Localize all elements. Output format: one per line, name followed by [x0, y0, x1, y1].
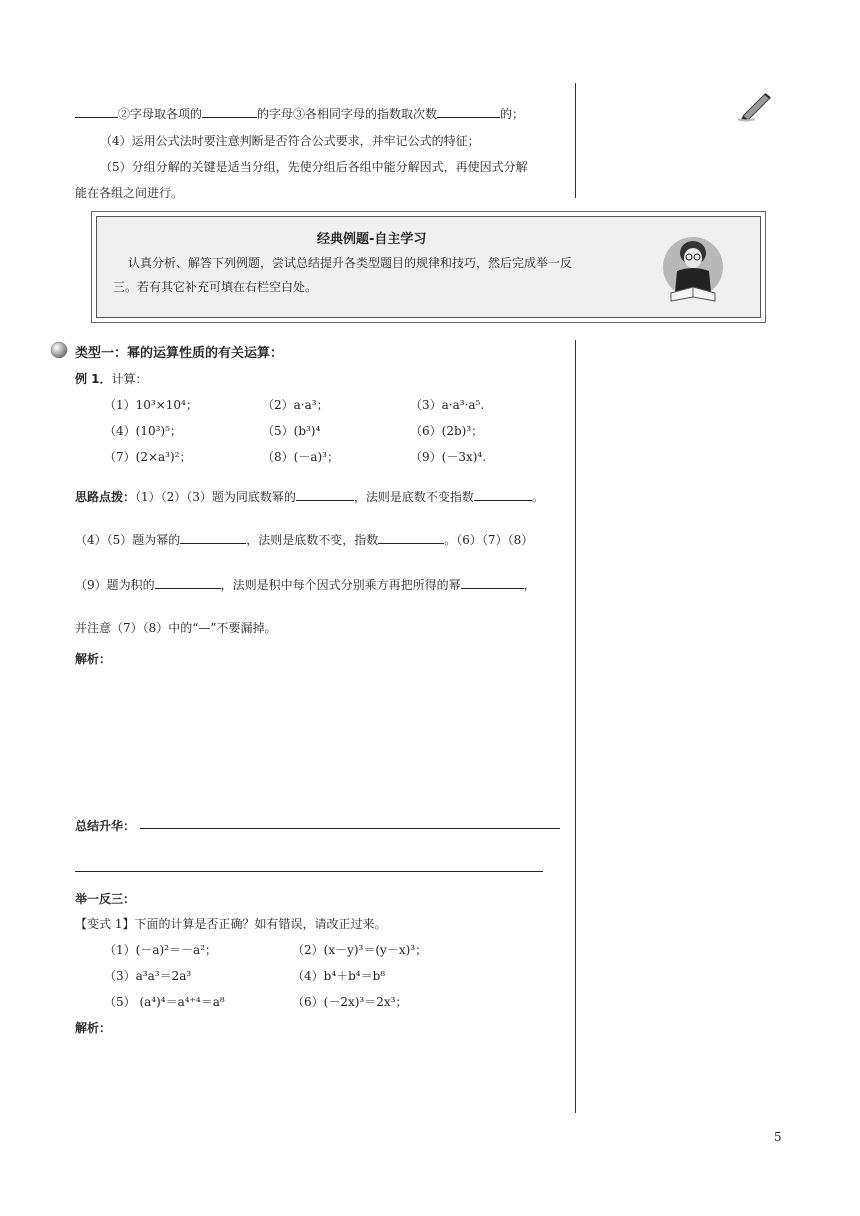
top-line-1a: ②字母取各项的 — [118, 107, 203, 121]
top-line-1b: 的字母③各相同字母的指数取次数 — [257, 107, 438, 121]
top-line-3: （5）分组分解的关键是适当分组，先使分组后各组中能分解因式，再使因式分解 — [100, 160, 528, 174]
variant-item-3: （3）a³a³＝2a³ — [104, 969, 192, 983]
fill-blank[interactable] — [180, 530, 246, 544]
problem-9: （9）(－3x)⁴. — [410, 450, 487, 464]
fill-blank[interactable] — [437, 104, 500, 118]
problem-1: （1）10³×10⁴； — [104, 398, 198, 412]
practice-analysis-label: 解析： — [75, 1021, 112, 1035]
pen-icon — [735, 88, 775, 122]
example-text: 计算： — [111, 372, 148, 386]
variant-item-4: （4）b⁴＋b⁴＝b⁸ — [292, 969, 386, 983]
top-line-2: （4）运用公式法时要注意判断是否符合公式要求，并牢记公式的特征； — [100, 134, 480, 148]
analysis-label: 解析： — [75, 652, 112, 666]
variant-item-6: （6）(－2x)³＝2x³； — [292, 995, 408, 1009]
hint-l2c: 。（6）（7）（8） — [444, 533, 534, 547]
hint-l2b: ，法则是底数不变，指数 — [246, 533, 379, 547]
hint-l3c: ， — [523, 578, 536, 592]
variant-text: 下面的计算是否正确？如有错误，请改正过来。 — [134, 917, 387, 931]
hint-l1c: 。 — [531, 490, 544, 504]
hint-line-2 — [75, 530, 533, 548]
fill-blank[interactable] — [461, 575, 524, 589]
example-label: 例 1． — [75, 372, 112, 386]
variant-item-1: （1）(－a)²＝－a²； — [104, 943, 217, 957]
hint-l2a: （4）（5）题为幂的 — [75, 533, 181, 547]
fill-blank[interactable] — [296, 487, 354, 501]
practice-label: 举一反三： — [75, 892, 136, 906]
variant-item-2: （2）(x－y)³＝(y－x)³； — [292, 943, 428, 957]
top-line-1 — [75, 104, 524, 122]
top-line-4: 能在各组之间进行。 — [75, 186, 184, 200]
box-text-1: 认真分析、解答下列例题，尝试总结提升各类型题目的规律和技巧，然后完成举一反 — [128, 256, 573, 270]
summary-label: 总结升华： — [75, 819, 136, 833]
variant-label: 【变式 1】 — [75, 917, 135, 931]
summary-answer-line[interactable] — [140, 828, 560, 829]
hint-l1a: （1）（2）（3）题为同底数幂的 — [135, 490, 296, 504]
column-divider-top — [575, 83, 576, 198]
variant-heading — [75, 915, 386, 932]
study-box — [91, 211, 766, 323]
problem-7: （7）(2×a³)²； — [104, 450, 192, 464]
section-bullet-icon — [50, 341, 68, 359]
hint-l3a: （9）题为积的 — [75, 578, 155, 592]
problem-6: （6）(2b)³； — [410, 424, 484, 438]
fill-blank[interactable] — [474, 487, 532, 501]
fill-blank[interactable] — [75, 104, 118, 118]
reader-illustration — [657, 231, 729, 311]
box-title: 经典例题-自主学习 — [317, 232, 427, 247]
example-heading — [75, 370, 148, 387]
hint-line-1 — [75, 487, 544, 505]
fill-blank[interactable] — [155, 575, 221, 589]
fill-blank[interactable] — [378, 530, 444, 544]
hint-l1b: ，法则是底数不变指数 — [353, 490, 474, 504]
section-title: 类型一：幂的运算性质的有关运算： — [75, 346, 284, 361]
page-number: 5 — [774, 1130, 782, 1144]
study-box-inner — [96, 216, 761, 318]
hint-line-3 — [75, 575, 536, 593]
column-divider-main — [575, 340, 576, 1113]
problem-8: （8）(－a)³； — [262, 450, 339, 464]
hint-line-4: 并注意（7）（8）中的“—”不要漏掉。 — [75, 621, 277, 635]
summary-answer-line-2[interactable] — [75, 871, 543, 872]
problem-3: （3）a·a³·a⁵. — [410, 398, 485, 412]
fill-blank[interactable] — [202, 104, 257, 118]
box-text-2: 三。若有其它补充可填在右栏空白处。 — [113, 280, 318, 294]
problem-4: （4）(10³)⁵； — [104, 424, 182, 438]
problem-2: （2）a·a³； — [262, 398, 329, 412]
hint-label: 思路点拨： — [75, 490, 136, 504]
top-line-1c: 的； — [500, 107, 525, 121]
hint-l3b: ，法则是积中每个因式分别乘方再把所得的幂 — [220, 578, 461, 592]
variant-item-5: （5） (a⁴)⁴＝a⁴⁺⁴＝a⁸ — [104, 995, 225, 1009]
problem-5: （5）(b³)⁴ — [262, 424, 321, 438]
